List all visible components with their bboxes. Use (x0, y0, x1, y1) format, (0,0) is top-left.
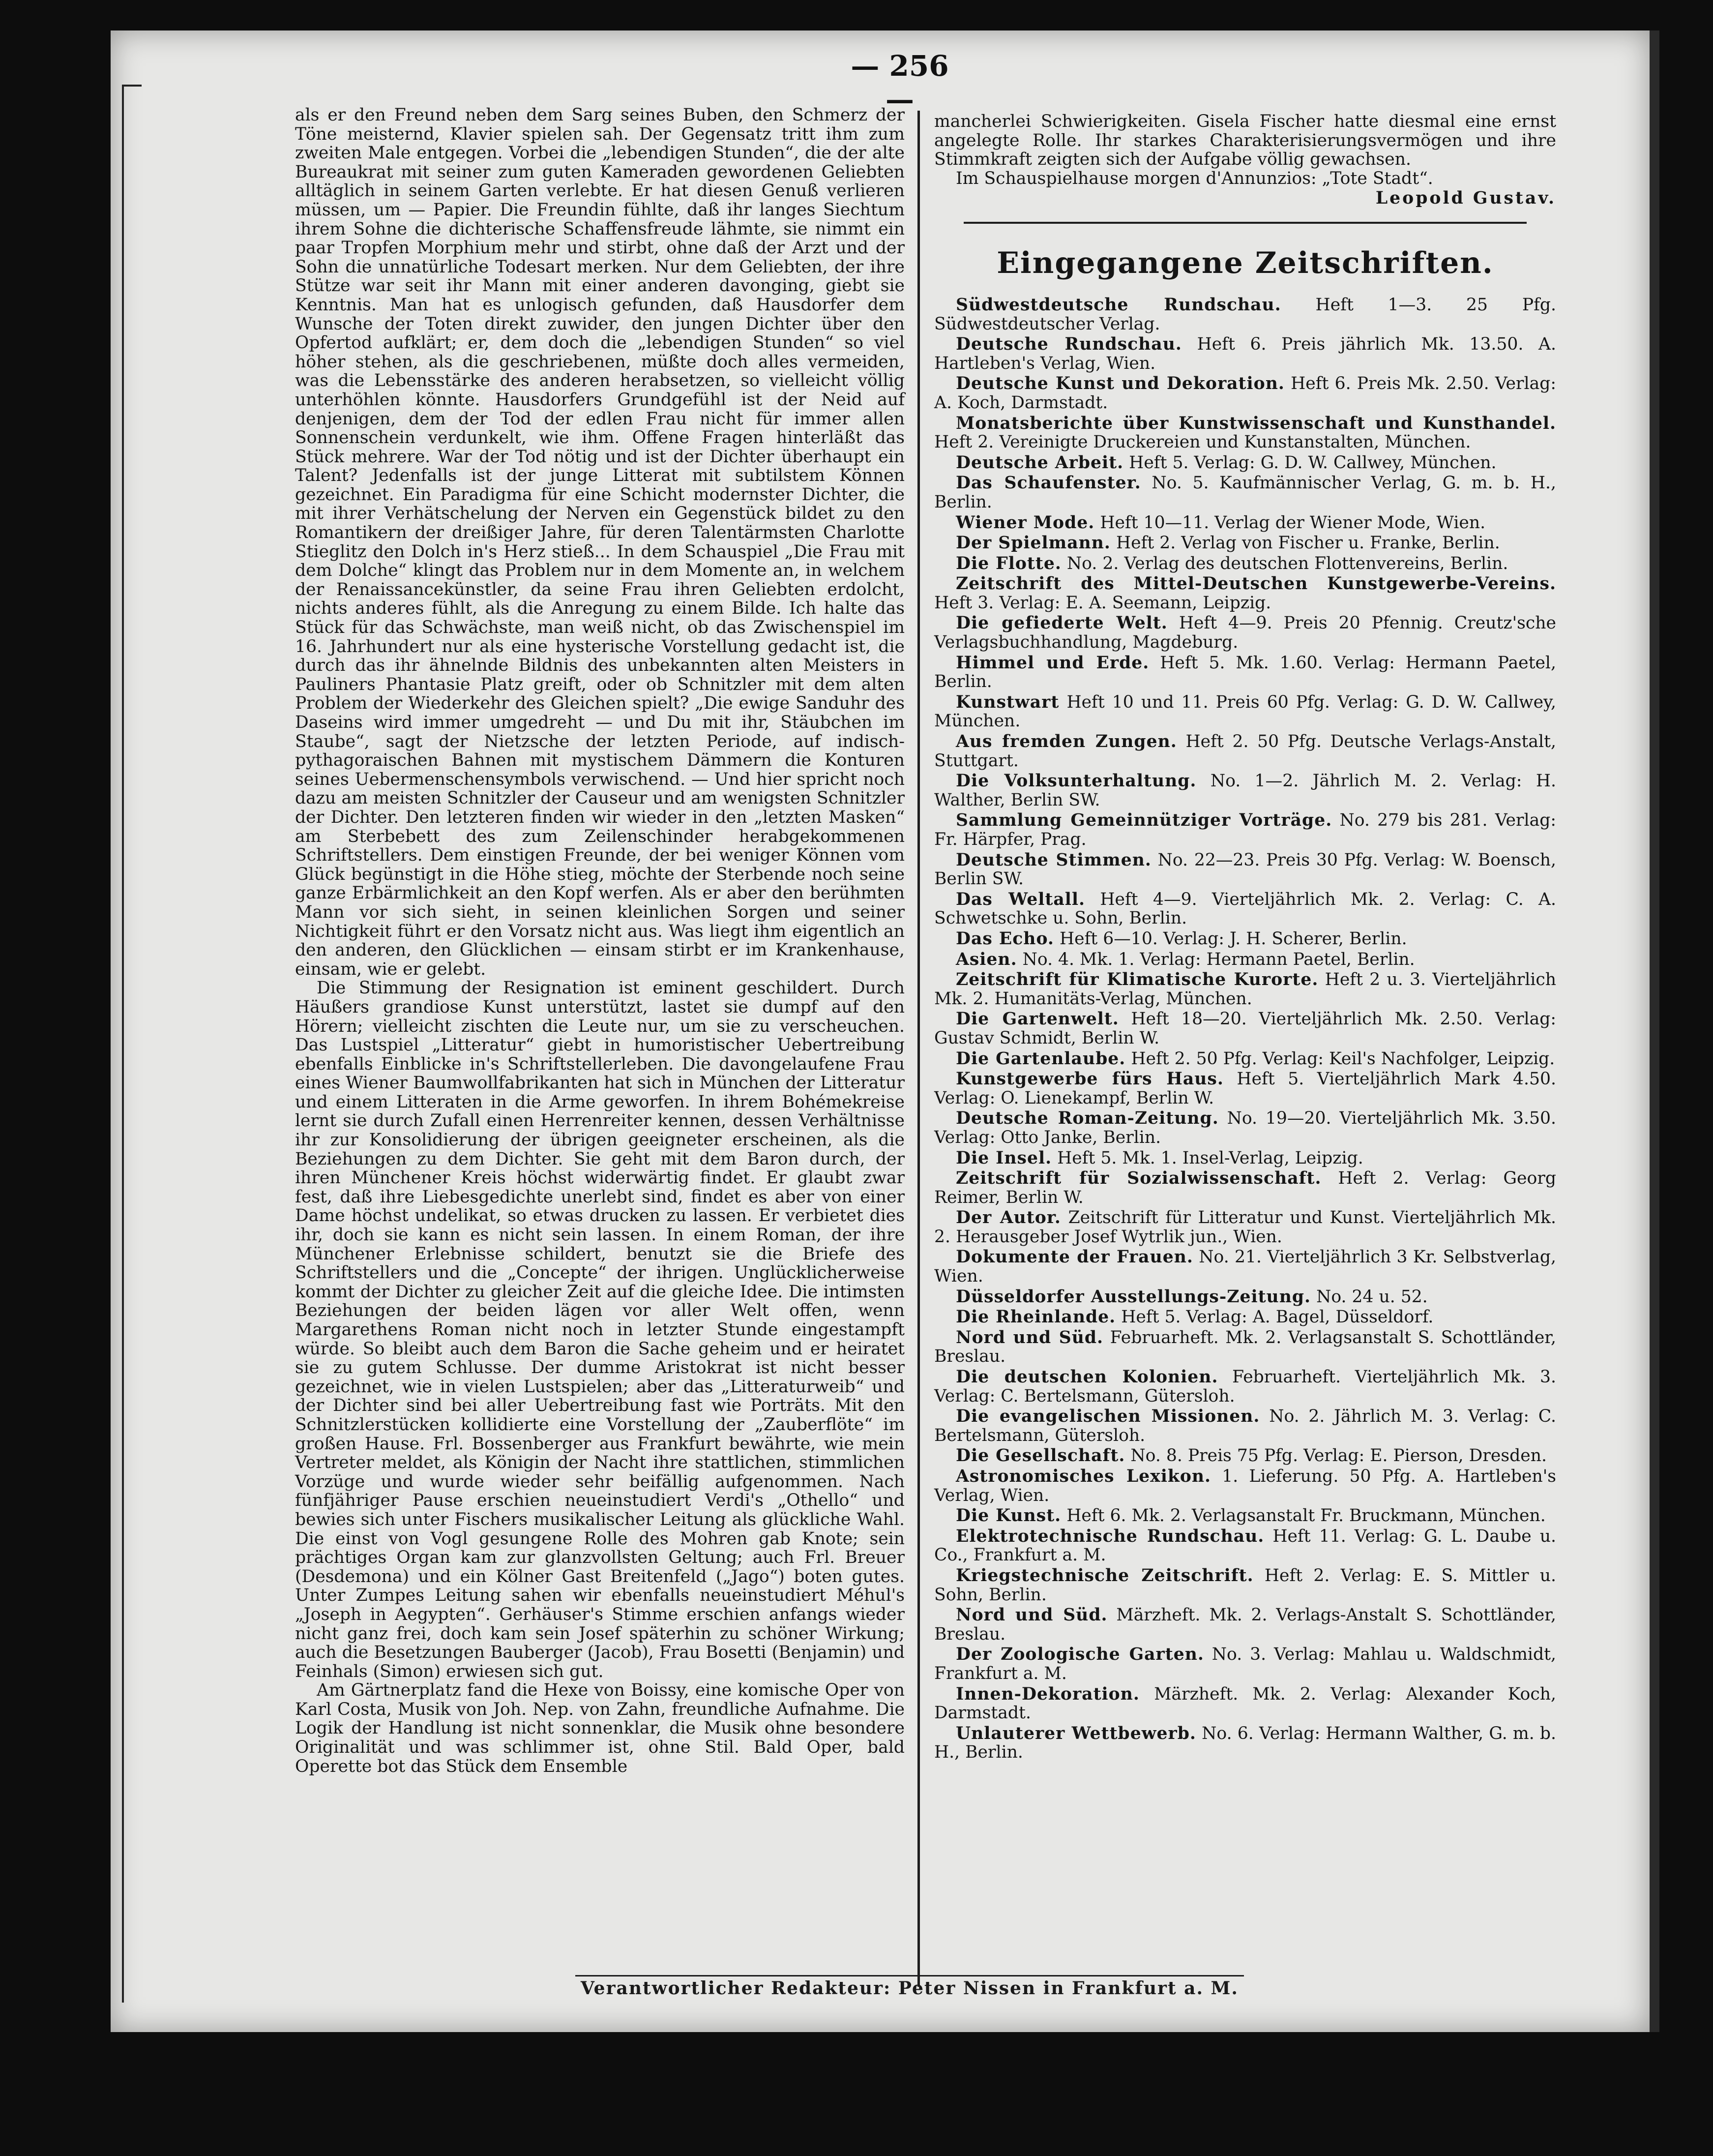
periodical-entry (934, 1208, 1556, 1246)
periodical-title: Himmel und Erde. (956, 653, 1150, 673)
periodical-title: Das Weltall. (956, 889, 1086, 909)
periodical-entry (934, 970, 1556, 1008)
periodical-details: Zeitschrift für Litteratur und Kunst. Vierteljährlich Mk. 2. Herausgeber Josef Wytrlik jun., Wien. (934, 1208, 1556, 1247)
periodical-title: Deutsche Rundschau. (956, 334, 1182, 355)
periodical-details: Heft 6. Mk. 2. Verlagsanstalt Fr. Bruckmann, München. (1066, 1506, 1546, 1526)
periodical-entry (934, 1010, 1556, 1048)
periodical-entry (934, 950, 1556, 969)
periodical-entry (934, 335, 1556, 373)
periodical-details: No. 1—2. Jährlich M. 2. Verlag: H. Walther, Berlin SW. (934, 771, 1556, 810)
periodical-title: Die Volksunterhaltung. (956, 771, 1197, 791)
article-paragraph-3: Am Gärtnerplatz fand die Hexe von Boissy, eine komische Oper von Karl Costa, Musik von Joh. Nep. von Zahn, freundliche Aufnahme. Die Logik der Handlung ist nicht sonnenklar, die Musik ohne besondere Originalität und was schlimmer ist, ohne Stil. Bald Oper, bald Operette bot das Stück dem Ensemble (295, 1680, 905, 1776)
periodical-details: Märzheft. Mk. 2. Verlags-Anstalt S. Schottländer, Breslau. (934, 1605, 1556, 1644)
periodical-title: Die Flotte. (956, 553, 1062, 573)
periodical-title: Nord und Süd. (956, 1605, 1108, 1625)
periodical-title: Deutsche Roman-Zeitung. (956, 1108, 1219, 1129)
article-continuation: mancherlei Schwierigkeiten. Gisela Fischer hatte diesmal eine ernst angelegte Rolle. Ihr starkes Charakterisierungsvermögen und ihre Stimmkraft zeigten sich der Aufgabe völlig gewachsen. (934, 112, 1556, 170)
column-divider (917, 111, 920, 1987)
periodical-entry (934, 1506, 1556, 1526)
periodical-details: Heft 18—20. Vierteljährlich Mk. 2.50. Verlag: Gustav Schmidt, Berlin W. (934, 1009, 1556, 1048)
periodical-title: Die Gartenlaube. (956, 1048, 1126, 1069)
periodical-entry (934, 1169, 1556, 1207)
periodical-details: Heft 5. Vierteljährlich Mark 4.50. Verlag: O. Lienekampf, Berlin W. (934, 1069, 1556, 1108)
periodical-entry (934, 1149, 1556, 1168)
periodical-details: Februarheft. Vierteljährlich Mk. 3. Verlag: C. Bertelsmann, Gütersloh. (934, 1367, 1556, 1406)
periodical-title: Sammlung Gemeinnütziger Vorträge. (956, 810, 1332, 831)
page-number: — 256 — (851, 49, 949, 116)
periodical-details: Februarheft. Mk. 2. Verlagsanstalt S. Schottländer, Breslau. (934, 1327, 1556, 1367)
periodical-details: No. 19—20. Vierteljährlich Mk. 3.50. Verlag: Otto Janke, Berlin. (934, 1108, 1556, 1147)
periodical-details: Heft 2 u. 3. Vierteljährlich Mk. 2. Humanitäts-Verlag, München. (934, 970, 1556, 1009)
periodical-title: Der Zoologische Garten. (956, 1645, 1204, 1665)
periodical-title: Innen-Dekoration. (956, 1684, 1140, 1704)
periodical-title: Die Rheinlande. (956, 1307, 1116, 1327)
periodical-entry (934, 693, 1556, 731)
periodical-title: Die Gesellschaft. (956, 1446, 1125, 1466)
author-signature: Leopold Gustav. (1375, 188, 1556, 209)
periodical-details: No. 21. Vierteljährlich 3 Kr. Selbstverlag, Wien. (934, 1247, 1556, 1287)
periodical-details: Heft 1—3. 25 Pfg. Südwestdeutscher Verlag. (934, 295, 1557, 334)
periodical-title: Wiener Mode. (956, 512, 1095, 533)
periodical-details: Heft 3. Verlag: E. A. Seemann, Leipzig. (934, 593, 1271, 613)
periodical-details: No. 2. Jährlich M. 3. Verlag: C. Bertelsmann, Gütersloh. (934, 1407, 1556, 1445)
article-paragraph-2: Die Stimmung der Resignation ist eminent geschildert. Durch Häußers grandiose Kunst unterstützt, lastet sie dumpf auf den Hörern; vielleicht zischten die Leute nur, um sie zu verscheuchen. Das Lustspiel „Litteratur“ giebt in humoristischer Uebertreibung ebenfalls Einblicke in's Schriftstellerleben. Die davongelaufene Frau eines Wiener Baumwollfabrikanten hat sich in München der Litteratur und einem Litteraten in die Arme geworfen. In ihrem Bohémekreise lernt sie durch Zufall einen Herrenreiter kennen, dessen Verhältnisse ihr zur Konsolidierung der übrigen geeigneter erscheinen, als die Beziehungen zu dem Dichter. Sie geht mit dem Baron durch, der ihren Münchener Kreis höchst widerwärtig findet. Er glaubt zwar fest, daß ihre Liebesgedichte unerlebt sind, findet es aber von einer Dame höchst undelikat, so etwas drucken zu lassen. Er verbietet dies ihr, doch sie kann es nicht sein lassen. In einem Roman, der ihre Münchener Erlebnisse schildert, benutzt sie die Briefe des Schriftstellers und die „Concepte“ der ihrigen. Unglücklicherweise kommt der Dichter zu gleicher Zeit auf die gleiche Idee. Die intimsten Beziehungen der beiden lägen vor aller Welt offen, wenn Margarethens Roman nicht noch in letzter Stunde eingestampft würde. So bleibt auch dem Baron die Sache geheim und er heiratet sie zu gutem Schlusse. Der dumme Aristokrat ist nicht besser gezeichnet, wie in vielen Lustspielen; aber das „Litteraturweib“ und der Dichter sind bei aller Uebertreibung fast wie Porträts. Mit den Schnitzlerstücken kollidierte eine Vorstellung der „Zauberflöte“ im großen Hause. Frl. Bossenberger aus Frankfurt bewährte, wie mein Vertreter meldet, als Königin der Nacht ihre stattlichen, stimmlichen Vorzüge und wurde wieder sehr beifällig aufgenommen. Nach fünfjähriger Pause erschien neueinstudiert Verdi's „Othello“ und bewies sich unter Fischers musikalischer Leitung als glückliche Wahl. Die einst von Vogl gesungene Rolle des Mohren gab Knote; sein prächtiges Organ kam zur glanzvollsten Geltung; auch Frl. Breuer (Desdemona) und ein Kölner Gast Breitenfeld („Jago“) boten gutes. Unter Zumpes Leitung sahen wir ebenfalls neueinstudiert Méhul's „Joseph in Aegypten“. Gerhäuser's Stimme erschien anfangs wieder nicht ganz frei, doch kam sein Josef späterhin zu schöner Wirkung; auch die Besetzungen Bauberger (Jacob), Frau Bosetti (Benjamin) und Feinhals (Simon) erwiesen sich gut. (295, 978, 905, 1681)
footer-rule (575, 1975, 1244, 1976)
periodical-title: Elektrotechnische Rundschau. (956, 1526, 1265, 1546)
periodical-title: Zeitschrift des Mittel-Deutschen Kunstgewerbe-Vereins. (956, 574, 1556, 594)
periodical-entry (934, 1288, 1556, 1307)
periodical-entry (934, 1308, 1556, 1327)
periodical-title: Das Schaufenster. (956, 473, 1141, 493)
periodical-entry (934, 474, 1556, 511)
periodical-entry (934, 851, 1556, 889)
periodical-title: Kunstgewerbe fürs Haus. (956, 1069, 1224, 1089)
periodical-entry (934, 513, 1556, 533)
footer-imprint: Verantwortlicher Redakteur: Peter Nissen in Frankfurt a. M. (581, 1978, 1239, 1999)
periodical-title: Asien. (956, 949, 1017, 969)
periodicals-list (934, 296, 1556, 1762)
periodical-title: Monatsberichte über Kunstwissenschaft und Kunsthandel. (956, 413, 1556, 433)
periodical-title: Dokumente der Frauen. (956, 1247, 1193, 1267)
periodical-entry (934, 1368, 1556, 1406)
periodical-details: Heft 4—9. Preis 20 Pfennig. Creutz'sche Verlagsbuchhandlung, Magdeburg. (934, 613, 1556, 653)
periodical-details: Heft 5. Mk. 1.60. Verlag: Hermann Paetel, Berlin. (934, 653, 1556, 692)
periodical-entry (934, 929, 1556, 949)
periodical-details: No. 22—23. Preis 30 Pfg. Verlag: W. Boensch, Berlin SW. (934, 850, 1556, 889)
periodical-details: Heft 10—11. Verlag der Wiener Mode, Wien. (1100, 512, 1486, 533)
periodical-entry (934, 1109, 1556, 1147)
periodical-entry (934, 1467, 1556, 1505)
periodical-entry (934, 1566, 1556, 1604)
periodical-entry (934, 1070, 1556, 1108)
right-column (934, 112, 1556, 1764)
periodical-entry (934, 296, 1556, 333)
periodical-title: Nord und Süd. (956, 1327, 1104, 1348)
periodical-title: Deutsche Kunst und Dekoration. (956, 374, 1285, 394)
periodical-title: Kriegstechnische Zeitschrift. (956, 1565, 1254, 1586)
section-heading: Eingegangene Zeitschriften. (997, 245, 1494, 280)
theatre-notice: Im Schauspielhause morgen d'Annunzios: „Tote Stadt“. (956, 168, 1433, 188)
periodical-title: Die Insel. (956, 1148, 1052, 1168)
periodical-title: Unlauterer Wettbewerb. (956, 1723, 1196, 1743)
periodical-entry (934, 1049, 1556, 1069)
scan-crop-mark (122, 85, 124, 2003)
periodical-details: Heft 2. 50 Pfg. Deutsche Verlags-Anstalt, Stuttgart. (934, 732, 1556, 771)
periodical-title: Zeitschrift für Sozialwissenschaft. (956, 1168, 1322, 1189)
periodical-details: No. 279 bis 281. Verlag: Fr. Härpfer, Prag. (934, 810, 1557, 849)
periodical-title: Die gefiederte Welt. (956, 613, 1168, 633)
left-column (295, 106, 905, 1776)
periodical-details: Heft 2. Vereinigte Druckereien und Kunstanstalten, München. (934, 432, 1471, 452)
periodical-title: Der Spielmann. (956, 533, 1111, 553)
periodical-entry (934, 374, 1556, 412)
periodical-details: No. 8. Preis 75 Pfg. Verlag: E. Pierson, Dresden. (1130, 1446, 1547, 1466)
periodical-details: No. 24 u. 52. (1316, 1287, 1428, 1307)
periodical-title: Aus fremden Zungen. (956, 732, 1177, 752)
periodical-details: Heft 2. Verlag: E. S. Mittler u. Sohn, Berlin. (934, 1565, 1556, 1605)
periodical-details: Märzheft. Mk. 2. Verlag: Alexander Koch, Darmstadt. (934, 1684, 1556, 1723)
periodical-title: Deutsche Arbeit. (956, 452, 1124, 473)
periodical-entry (934, 1248, 1556, 1286)
periodical-details: Heft 4—9. Vierteljährlich Mk. 2. Verlag: C. A. Schwetschke u. Sohn, Berlin. (934, 889, 1556, 928)
periodical-details: No. 3. Verlag: Mahlau u. Waldschmidt, Frankfurt a. M. (934, 1645, 1556, 1683)
periodical-entry (934, 1446, 1556, 1466)
periodical-entry (934, 1407, 1556, 1445)
periodical-details: 1. Lieferung. 50 Pfg. A. Hartleben's Verlag, Wien. (934, 1467, 1556, 1505)
periodical-title: Die Gartenwelt. (956, 1009, 1119, 1029)
periodical-details: Heft 2. Verlag: Georg Reimer, Berlin W. (934, 1168, 1556, 1207)
periodical-details: Heft 5. Verlag: G. D. W. Callwey, München. (1129, 452, 1497, 473)
periodical-title: Die deutschen Kolonien. (956, 1367, 1218, 1387)
periodical-title: Die evangelischen Missionen. (956, 1407, 1260, 1427)
periodical-title: Düsseldorfer Ausstellungs-Zeitung. (956, 1287, 1311, 1307)
periodical-details: Heft 2. Verlag von Fischer u. Franke, Berlin. (1116, 533, 1500, 553)
periodical-entry (934, 732, 1556, 770)
periodical-entry (934, 654, 1556, 691)
periodical-entry (934, 772, 1556, 809)
periodical-entry (934, 414, 1556, 452)
periodical-entry (934, 574, 1556, 612)
section-divider (964, 222, 1527, 224)
periodical-entry (934, 614, 1556, 652)
periodical-title: Der Autor. (956, 1208, 1061, 1228)
periodical-title: Das Echo. (956, 928, 1054, 949)
periodical-title: Zeitschrift für Klimatische Kurorte. (956, 970, 1319, 990)
periodical-details: No. 4. Mk. 1. Verlag: Hermann Paetel, Berlin. (1022, 949, 1415, 969)
article-paragraph-1: als er den Freund neben dem Sarg seines Buben, den Schmerz der Töne meisternd, Klavier spielen sah. Der Gegensatz tritt ihm zum zweiten Male entgegen. Vorbei die „lebendigen Stunden“, die der alte Bureaukrat mit seiner zum guten Kameraden gewordenen Geliebten alltäglich in seinem Garten verlebte. Er hat diesen Genuß verlieren müssen, um — Papier. Die Freundin fühlte, daß ihr langes Siechtum ihrem Sohne die dichterische Schaffensfreude lähmte, sie nimmt ein paar Tropfen Morphium mehr und stirbt, ohne daß der Arzt und der Sohn die unnatürliche Todesart merken. Nur dem Geliebten, der ihre Stütze war seit ihr Mann mit einer anderen davonging, giebt sie Kenntnis. Man hat es unlogisch gefunden, daß Hausdorfer dem Wunsche der Toten direkt zuwider, den jungen Dichter über den Opfertod aufklärt; er, dem doch die „lebendigen Stunden“ so viel höher stehen, als die geschriebenen, müßte doch alles vermeiden, was die Lebensstärke des anderen herabsetzen, so vielleicht völlig unterhöhlen könnte. Hausdorfers Grundgefühl ist der Neid auf denjenigen, dem der Tod der edlen Frau nicht für immer allen Sonnenschein verdunkelt, wie ihm. Offene Fragen hinterläßt das Stück mehrere. War der Tod nötig und ist der Dichter überhaupt ein Talent? Jedenfalls ist der junge Litterat mit subtilstem Können gezeichnet. Ein Paradigma für eine Schicht modernster Dichter, die mit ihrer Verhätschelung der Nerven ein Gegenstück bildet zu den Romantikern der dreißiger Jahre, für deren Talentärmsten Charlotte Stieglitz den Dolch in's Herz stieß... In dem Schauspiel „Die Frau mit dem Dolche“ klingt das Problem nur in dem Momente an, in welchem der Renaissancekünstler, da seine Frau ihren Geliebten erdolcht, nichts anderes fühlt, als die Anregung zu einem Bilde. Ich halte das Stück für das Schwächste, man weiß nicht, ob das Zwischenspiel im 16. Jahrhundert nur als eine hysterische Vorstellung gedacht ist, die durch das ihr ähnelnde Bildnis des unbekannten alten Meisters in Pauliners Phantasie Platz greift, oder ob Schnitzler mit dem alten Problem der Wiederkehr des Gleichen spielt? „Die ewige Sanduhr des Daseins wird immer umgedreht — und Du mit ihr, Stäubchen im Staube“, sagt der Nietzsche der letzten Periode, auf indisch-pythagoraischen Bahnen mit mystischem Dämmern die Konturen seines Uebermenschensymbols verwischend. — Und hier spricht noch dazu am meisten Schnitzler der Causeur und am wenigsten Schnitzler der Dichter. Den letzteren finden wir wieder in den „letzten Masken“ am Sterbebett des zum Zeilenschinder herabgekommenen Schriftstellers. Dem einstigen Freunde, der bei weniger Können vom Glück begünstigt in die Höhe stieg, möchte der Sterbende noch seine ganze Erbärmlichkeit an den Kopf werfen. Als er aber den berühmten Mann vor sich sieht, in seinen kleinlichen Sorgen und seiner Nichtigkeit führt er den Vorsatz nicht aus. Was liegt ihm eigentlich an den anderen, den Glücklichen — einsam stirbt er im Krankenhause, einsam, wie er gelebt. (295, 105, 905, 979)
periodical-details: Heft 5. Verlag: A. Bagel, Düsseldorf. (1121, 1307, 1434, 1327)
periodical-entry (934, 1724, 1556, 1762)
periodical-entry (934, 1527, 1556, 1565)
periodical-entry (934, 811, 1556, 849)
periodical-title: Südwestdeutsche Rundschau. (956, 295, 1281, 315)
periodical-details: Heft 6—10. Verlag: J. H. Scherer, Berlin. (1059, 928, 1407, 949)
scan-crop-mark-horizontal (122, 85, 142, 87)
periodical-entry (934, 1606, 1556, 1644)
periodical-entry (934, 890, 1556, 928)
periodical-title: Die Kunst. (956, 1506, 1062, 1526)
periodical-details: Heft 6. Preis jährlich Mk. 13.50. A. Hartleben's Verlag, Wien. (934, 334, 1556, 373)
periodical-details: Heft 6. Preis Mk. 2.50. Verlag: A. Koch, Darmstadt. (934, 374, 1557, 413)
periodical-details: Heft 5. Mk. 1. Insel-Verlag, Leipzig. (1057, 1148, 1363, 1168)
periodical-title: Astronomisches Lexikon. (956, 1467, 1211, 1486)
periodical-entry (934, 453, 1556, 473)
periodical-title: Kunstwart (956, 692, 1060, 712)
paper-edge-shadow (1650, 30, 1659, 2032)
periodical-details: No. 5. Kaufmännischer Verlag, G. m. b. H., Berlin. (934, 473, 1557, 512)
periodical-entry (934, 534, 1556, 553)
periodical-details: Heft 2. 50 Pfg. Verlag: Keil's Nachfolger, Leipzig. (1131, 1048, 1555, 1069)
periodical-title: Deutsche Stimmen. (956, 850, 1152, 870)
periodical-entry (934, 554, 1556, 573)
periodical-details: No. 2. Verlag des deutschen Flottenvereins, Berlin. (1066, 553, 1508, 573)
periodical-entry (934, 1645, 1556, 1683)
periodical-details: No. 6. Verlag: Hermann Walther, G. m. b. H., Berlin. (934, 1723, 1556, 1763)
periodical-entry (934, 1328, 1556, 1366)
periodical-entry (934, 1685, 1556, 1723)
periodical-details: Heft 10 und 11. Preis 60 Pfg. Verlag: G. D. W. Callwey, München. (934, 692, 1556, 731)
periodical-details: Heft 11. Verlag: G. L. Daube u. Co., Frankfurt a. M. (934, 1526, 1556, 1565)
